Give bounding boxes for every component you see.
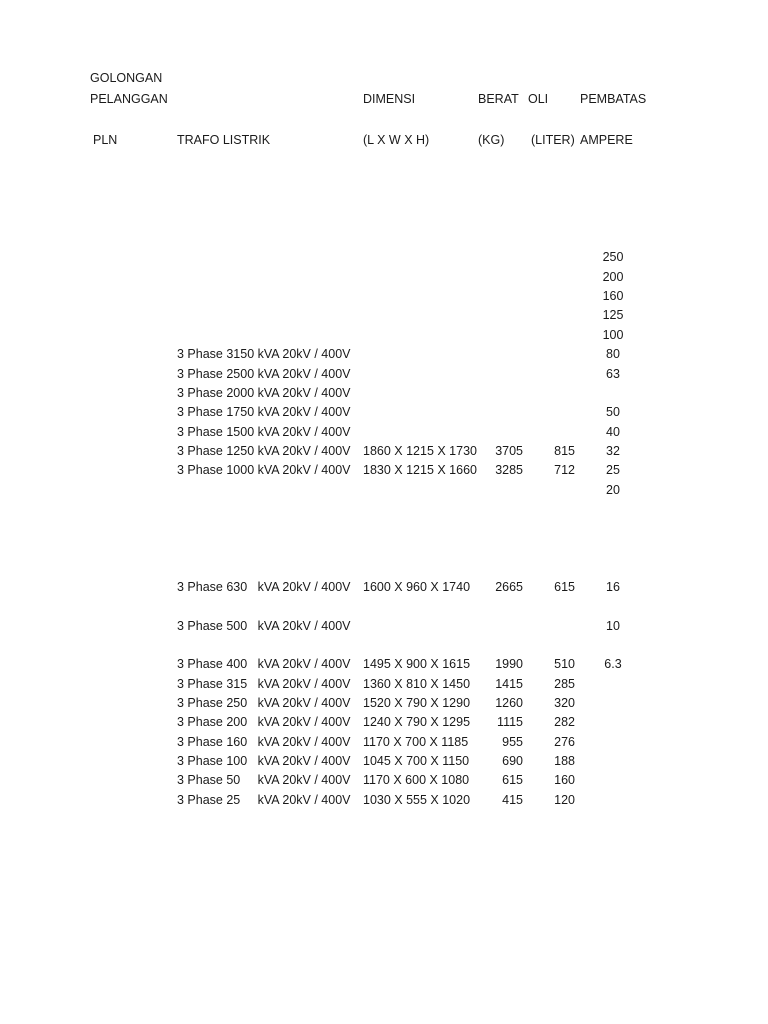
oli-cell: 160	[554, 773, 575, 787]
header-berat: BERAT	[478, 92, 519, 106]
trafo-cell: 3 Phase 2500 kVA 20kV / 400V	[177, 367, 351, 381]
trafo-cell: 3 Phase 1000 kVA 20kV / 400V	[177, 463, 351, 477]
header-dimensi-unit: (L X W X H)	[363, 133, 430, 147]
pembatas-cell: 25	[606, 463, 620, 477]
trafo-cell: 3 Phase 630 kVA 20kV / 400V	[177, 580, 351, 594]
header-berat-unit: (KG)	[478, 133, 505, 147]
trafo-cell: 3 Phase 2000 kVA 20kV / 400V	[177, 386, 351, 400]
trafo-cell: 3 Phase 200 kVA 20kV / 400V	[177, 715, 351, 729]
berat-cell: 690	[502, 754, 523, 768]
pembatas-value: 160	[602, 289, 624, 303]
trafo-cell: 3 Phase 500 kVA 20kV / 400V	[177, 619, 351, 633]
pembatas-cell: 32	[606, 444, 620, 458]
oli-cell: 712	[554, 463, 575, 477]
berat-cell: 1990	[495, 657, 523, 671]
oli-cell: 615	[554, 580, 575, 594]
berat-cell: 1115	[497, 715, 523, 729]
pembatas-value: 200	[602, 270, 624, 284]
oli-cell: 282	[554, 715, 575, 729]
berat-cell: 1260	[495, 696, 523, 710]
berat-cell: 955	[502, 735, 523, 749]
trafo-cell: 3 Phase 3150 kVA 20kV / 400V	[177, 347, 351, 361]
berat-cell: 3285	[495, 463, 523, 477]
pembatas-cell: 16	[606, 580, 620, 594]
trafo-cell: 3 Phase 315 kVA 20kV / 400V	[177, 677, 351, 691]
dimensi-cell: 1520 X 790 X 1290	[363, 696, 471, 710]
dimensi-cell: 1170 X 600 X 1080	[363, 773, 470, 787]
oli-cell: 510	[554, 657, 575, 671]
pembatas-value: 125	[602, 308, 624, 322]
header-pembatas: PEMBATAS	[580, 92, 647, 106]
header-pelanggan: PELANGGAN	[90, 92, 168, 106]
dimensi-cell: 1240 X 790 X 1295	[363, 715, 471, 729]
trafo-cell: 3 Phase 400 kVA 20kV / 400V	[177, 657, 351, 671]
oli-cell: 120	[554, 793, 575, 807]
dimensi-cell: 1170 X 700 X 1185	[363, 735, 469, 749]
pembatas-cell: 10	[606, 619, 620, 633]
header-dimensi: DIMENSI	[363, 92, 416, 106]
dimensi-cell: 1860 X 1215 X 1730	[363, 444, 477, 458]
pembatas-cell: 80	[606, 347, 620, 361]
header-trafo-listrik: TRAFO LISTRIK	[177, 133, 271, 147]
dimensi-cell: 1360 X 810 X 1450	[363, 677, 471, 691]
header-oli: OLI	[528, 92, 549, 106]
dimensi-cell: 1045 X 700 X 1150	[363, 754, 470, 768]
trafo-cell: 3 Phase 160 kVA 20kV / 400V	[177, 735, 351, 749]
pembatas-cell: 50	[606, 405, 620, 419]
oli-cell: 188	[554, 754, 575, 768]
dimensi-cell: 1830 X 1215 X 1660	[363, 463, 477, 477]
trafo-cell: 3 Phase 50 kVA 20kV / 400V	[177, 773, 351, 787]
header-golongan: GOLONGAN	[90, 71, 163, 85]
oli-cell: 285	[554, 677, 575, 691]
trafo-cell: 3 Phase 1750 kVA 20kV / 400V	[177, 405, 351, 419]
oli-cell: 815	[554, 444, 575, 458]
berat-cell: 2665	[495, 580, 523, 594]
header-pembatas-unit: AMPERE	[580, 133, 633, 147]
pembatas-value: 100	[602, 328, 624, 342]
berat-cell: 3705	[495, 444, 523, 458]
pembatas-cell: 40	[606, 425, 620, 439]
header-oli-unit: (LITER)	[531, 133, 575, 147]
dimensi-cell: 1030 X 555 X 1020	[363, 793, 471, 807]
pembatas-value: 250	[602, 250, 624, 264]
header-pln: PLN	[93, 133, 118, 147]
oli-cell: 320	[554, 696, 575, 710]
trafo-cell: 3 Phase 1500 kVA 20kV / 400V	[177, 425, 351, 439]
trafo-cell: 3 Phase 1250 kVA 20kV / 400V	[177, 444, 351, 458]
pembatas-cell: 20	[606, 483, 620, 497]
oli-cell: 276	[554, 735, 575, 749]
trafo-cell: 3 Phase 25 kVA 20kV / 400V	[177, 793, 351, 807]
pembatas-cell: 63	[606, 367, 620, 381]
trafo-cell: 3 Phase 250 kVA 20kV / 400V	[177, 696, 351, 710]
berat-cell: 415	[502, 793, 523, 807]
berat-cell: 615	[502, 773, 523, 787]
dimensi-cell: 1600 X 960 X 1740	[363, 580, 471, 594]
berat-cell: 1415	[495, 677, 523, 691]
trafo-cell: 3 Phase 100 kVA 20kV / 400V	[177, 754, 351, 768]
pembatas-cell: 6.3	[604, 657, 622, 671]
dimensi-cell: 1495 X 900 X 1615	[363, 657, 471, 671]
